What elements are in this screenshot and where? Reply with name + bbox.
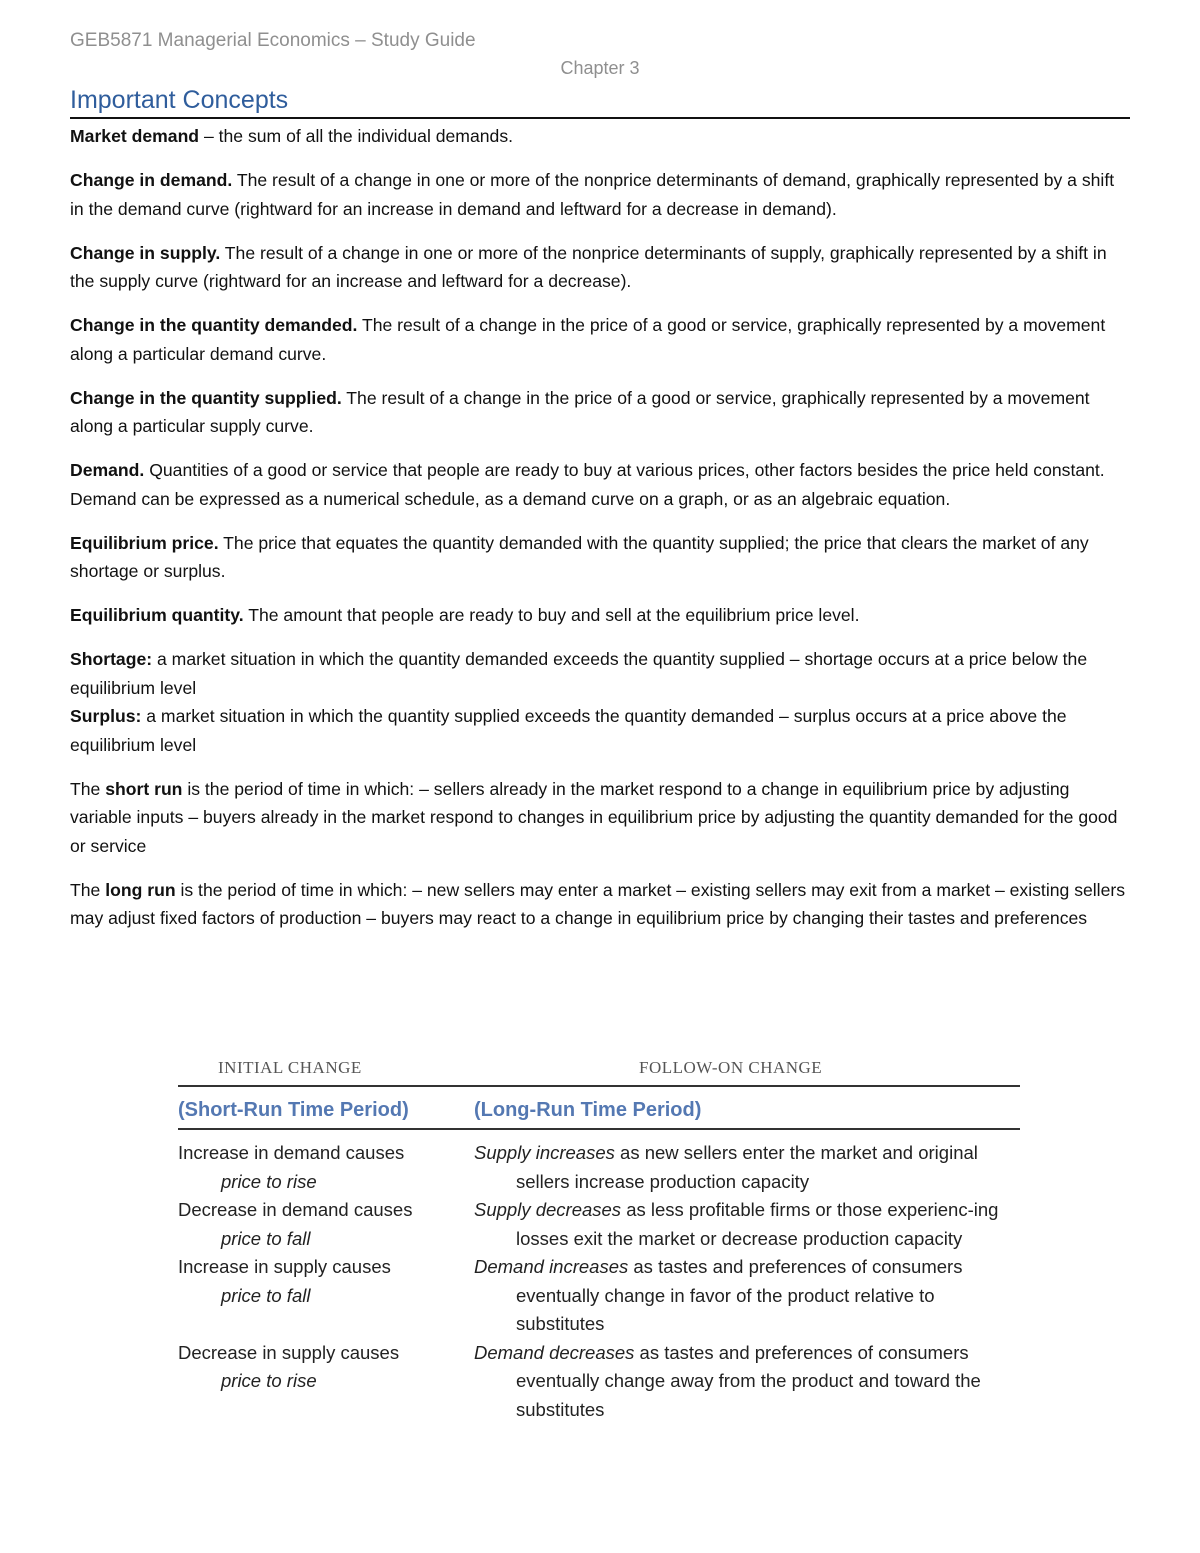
follow-on-text: as tastes and preferences of consumers eventually change in favor of the product relative to substitutes [516,1256,963,1334]
definition-text: The result of a change in the price of a good or service, graphically represented by a movement along a particular supply curve. [70,387,1090,436]
definition-short-run [70,775,1132,861]
term: Equilibrium quantity. [70,605,244,625]
definition-market-demand [70,122,1132,151]
definition-change-qty-demanded [70,311,1132,368]
definition-text: The result of a change in the price of a good or service, graphically represented by a movement along a particular demand curve. [70,315,1106,364]
prefix: The [70,778,106,799]
table-row [178,1339,1020,1425]
definition-shortage [70,645,1132,702]
follow-on-lead: Supply increases [474,1142,615,1163]
follow-on-cell [474,1196,1020,1253]
definition-long-run [70,876,1132,933]
term: Surplus: [70,706,142,726]
initial-result: price to fall [221,1227,311,1249]
initial-text: Decrease in demand causes [178,1199,413,1220]
section-heading [70,84,1130,119]
follow-on-lead: Supply decreases [474,1199,622,1220]
period-short-run: (Short-Run Time Period) [178,1099,409,1121]
follow-on-text: as less profitable firms or those experienc-ing losses exit the market or decrease production capacity [516,1199,999,1249]
definition-text: is the period of time in which: – sellers already in the market respond to a change in equilibrium price by adjusting variable inputs – buyers already in the market respond to changes in equilibrium price by adjusting the quantity demanded for the good or service [70,778,1118,856]
initial-result: price to rise [221,1370,317,1391]
definition-text: The result of a change in one or more of the nonprice determinants of demand, graphically represented by a shift in the demand curve (rightward for an increase in demand and leftward for a decrease in demand). [70,170,1115,219]
term: Change in the quantity demanded. [70,315,358,335]
section-title: Important Concepts [70,86,289,114]
definition-equilibrium-price [70,529,1132,586]
definition-text: a market situation in which the quantity demanded exceeds the quantity supplied – shortage occurs at a price below the equilibrium level [70,649,1088,698]
table-row [178,1253,1020,1339]
table-body [178,1130,1020,1424]
initial-cell [178,1253,474,1339]
term: Change in demand. [70,170,233,190]
chapter-label: Chapter 3 [560,58,640,78]
table-row [178,1196,1020,1253]
term: Market demand [70,126,200,146]
definition-text: Quantities of a good or service that people are ready to buy at various prices, other factors besides the price held constant. Demand can be expressed as a numerical schedule, as a demand curve on a graph, or as an algebraic equation. [70,460,1105,509]
follow-on-lead: Demand increases [474,1256,629,1277]
initial-cell [178,1339,474,1425]
col-header-follow-on: FOLLOW-ON CHANGE [639,1058,823,1077]
term: short run [105,778,183,799]
initial-result: price to fall [221,1284,311,1306]
initial-cell [178,1139,474,1196]
initial-text: Decrease in supply causes [178,1341,400,1363]
definition-text: The result of a change in one or more of the nonprice determinants of supply, graphically represented by a shift in the supply curve (rightward for an increase and leftward for a decrease). [70,242,1107,291]
follow-on-cell [474,1253,1020,1339]
term: Change in the quantity supplied. [70,387,342,408]
change-table [178,1058,1020,1424]
term: Change in supply. [70,242,221,263]
term: long run [105,879,176,900]
definition-demand [70,456,1132,513]
definition-change-qty-supplied [70,384,1132,441]
definition-text: is the period of time in which: – new sellers may enter a market – existing sellers may exit from a market – existing sellers may adjust fixed factors of production – buyers may react to a change in equilibrium price by changing their tastes and preferences [70,879,1126,928]
follow-on-text: as tastes and preferences of consumers eventually change away from the product and toward the substitutes [516,1341,981,1420]
table-row [178,1139,1020,1196]
document-title: GEB5871 Managerial Economics – Study Guide [70,30,476,51]
term: Shortage: [70,649,153,669]
period-long-run: (Long-Run Time Period) [474,1099,702,1121]
initial-cell [178,1196,474,1253]
table-header [178,1058,1020,1087]
term: Demand. [70,460,145,480]
definition-change-in-supply [70,239,1132,296]
definitions-list [70,122,1132,948]
follow-on-text: as new sellers enter the market and original sellers increase production capacity [516,1142,978,1192]
follow-on-lead: Demand decreases [474,1341,635,1363]
prefix: The [70,879,106,900]
initial-text: Increase in demand causes [178,1142,405,1163]
follow-on-cell [474,1339,1020,1425]
definition-text: The price that equates the quantity demanded with the quantity supplied; the price that clears the market of any shortage or surplus. [70,532,1089,581]
initial-result: price to rise [221,1170,317,1192]
definition-change-in-demand [70,166,1132,223]
col-header-initial: INITIAL CHANGE [218,1058,362,1077]
follow-on-cell [474,1139,1020,1196]
definition-surplus [70,702,1132,759]
definition-equilibrium-quantity [70,601,1132,630]
definition-text: The amount that people are ready to buy and sell at the equilibrium price level. [243,605,860,625]
initial-text: Increase in supply causes [178,1256,391,1277]
table-period-row [178,1087,1020,1130]
definition-text: – the sum of all the individual demands. [199,126,514,146]
term: Equilibrium price. [70,532,219,553]
definition-text: a market situation in which the quantity supplied exceeds the quantity demanded – surplus occurs at a price above the equilibrium level [70,706,1067,755]
